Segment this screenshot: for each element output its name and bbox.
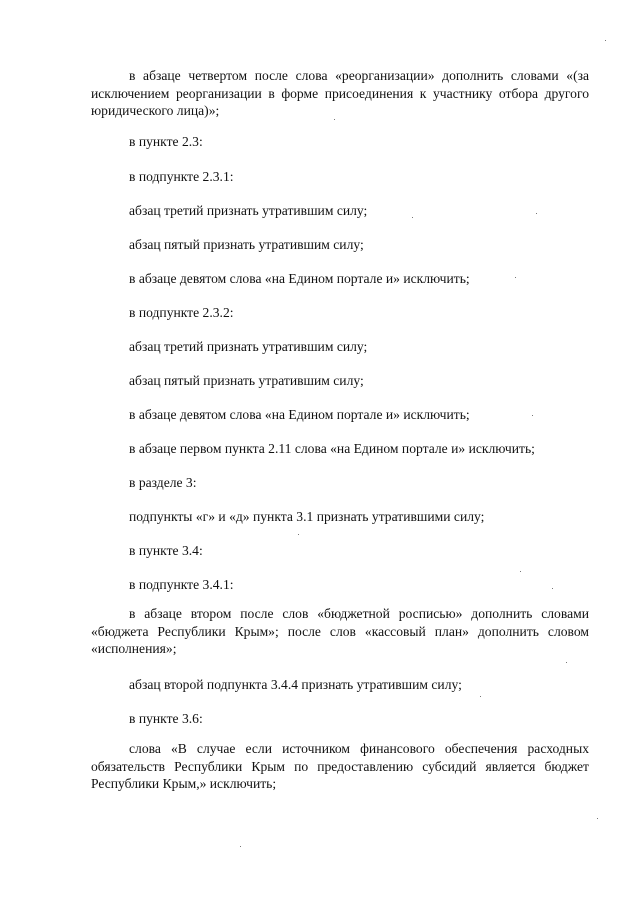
paragraph-14: в пункте 3.4:: [129, 543, 203, 558]
paragraph-9: абзац пятый признать утратившим силу;: [129, 373, 364, 388]
scan-speck: [334, 119, 335, 120]
scan-speck: [298, 534, 299, 535]
paragraph-12: в разделе 3:: [129, 475, 197, 490]
paragraph-5: абзац пятый признать утратившим силу;: [129, 237, 364, 252]
paragraph-19: слова «В случае если источником финансового обеспечения расходных обязательств Республики Крым по предоставлению субсидий является бюджет Республики Крым,» исключить;: [91, 741, 589, 791]
paragraph-16: в абзаце втором после слов «бюджетной росписью» дополнить словами «бюджета Республики Крым»; после слов «кассовый план» дополнить словом «исполнения»;: [91, 606, 589, 656]
scan-speck: [597, 818, 598, 819]
paragraph-17: абзац второй подпункта 3.4.4 признать утратившим силу;: [129, 677, 462, 692]
scan-speck: [605, 40, 606, 41]
paragraph-11: в абзаце первом пункта 2.11 слова «на Едином портале и» исключить;: [129, 441, 535, 456]
scan-speck: [412, 217, 413, 218]
paragraph-4: абзац третий признать утратившим силу;: [129, 203, 368, 218]
scan-speck: [536, 213, 537, 214]
scan-speck: [552, 588, 553, 589]
paragraph-6: в абзаце девятом слова «на Едином портале и» исключить;: [129, 271, 470, 286]
paragraph-2: в пункте 2.3:: [129, 134, 203, 149]
paragraph-8: абзац третий признать утратившим силу;: [129, 339, 368, 354]
paragraph-15: в подпункте 3.4.1:: [129, 577, 234, 592]
paragraph-13: подпункты «г» и «д» пункта 3.1 признать утратившими силу;: [129, 509, 485, 524]
scan-speck: [532, 415, 533, 416]
scan-speck: [566, 662, 567, 663]
scan-speck: [240, 846, 241, 847]
paragraph-7: в подпункте 2.3.2:: [129, 305, 234, 320]
scan-speck: [480, 696, 481, 697]
paragraph-1: в абзаце четвертом после слова «реорганизации» дополнить словами «(за исключением реорганизации в форме присоединения к участнику отбора другого юридического лица)»;: [91, 68, 589, 118]
paragraph-18: в пункте 3.6:: [129, 711, 203, 726]
paragraph-10: в абзаце девятом слова «на Едином портале и» исключить;: [129, 407, 470, 422]
paragraph-3: в подпункте 2.3.1:: [129, 169, 234, 184]
scan-speck: [515, 277, 516, 278]
scan-speck: [520, 571, 521, 572]
